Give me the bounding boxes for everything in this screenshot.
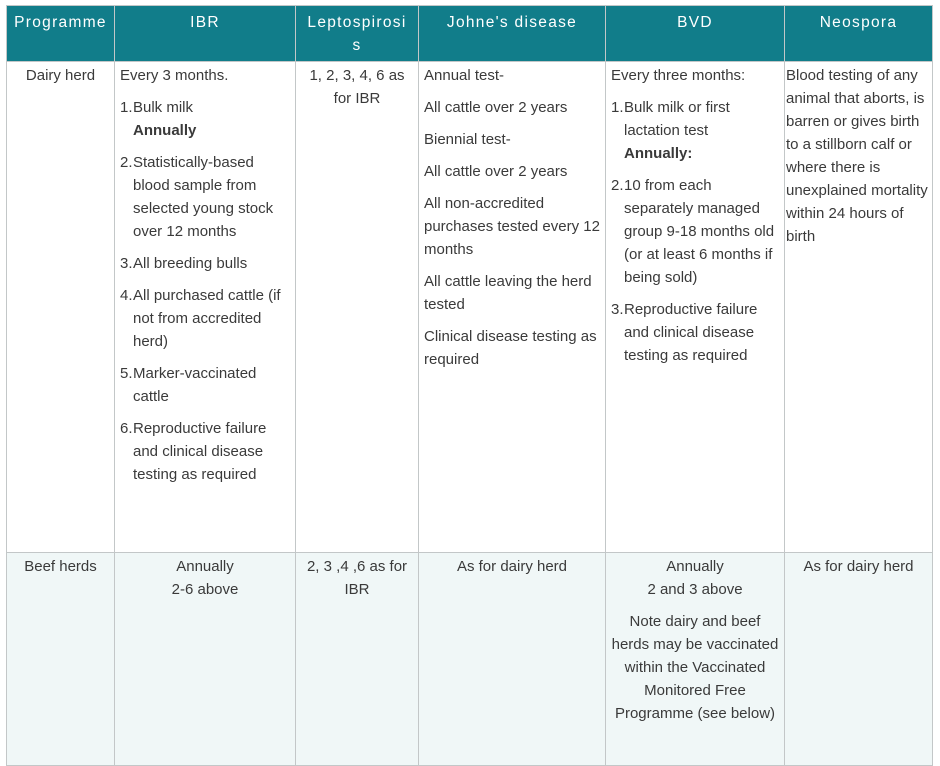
list-item: 1. Bulk milk or first lactation test Annually:	[611, 99, 730, 162]
header-johnes: Johne's disease	[419, 6, 606, 62]
header-leptospirosis	[296, 6, 419, 62]
ibr-intro: Every 3 months.	[120, 67, 229, 84]
cell-bvd-beef	[606, 553, 785, 766]
header-lepto-line1: Leptospirosi	[307, 14, 407, 31]
table-row-beef	[7, 553, 933, 766]
list-item: 3. Reproductive failure and clinical disease testing as required	[611, 301, 758, 364]
cell-lepto-dairy: 1, 2, 3, 4, 6 as for IBR	[296, 62, 419, 553]
list-item: 4. All purchased cattle (if not from accredited herd)	[120, 287, 281, 350]
cell-johnes-dairy	[419, 62, 606, 553]
testing-programme-table	[6, 5, 933, 766]
bvd-intro: Every three months:	[611, 67, 746, 84]
johnes-line: Biennial test-	[424, 131, 511, 148]
ibr-list	[120, 96, 290, 486]
list-item: 3. All breeding bulls	[120, 255, 248, 272]
beef-ibr-line1: Annually	[176, 558, 234, 575]
cell-neospora-dairy: Blood testing of any animal that aborts, is barren or gives birth to a stillborn calf or where there is unexplained mortality within 24 hours of birth	[785, 62, 933, 553]
cell-programme-dairy: Dairy herd	[7, 62, 115, 553]
cell-lepto-beef: 2, 3 ,4 ,6 as for IBR	[296, 553, 419, 766]
cell-johnes-beef: As for dairy herd	[419, 553, 606, 766]
header-ibr: IBR	[115, 6, 296, 62]
table-row-dairy	[7, 62, 933, 553]
cell-neospora-beef: As for dairy herd	[785, 553, 933, 766]
beef-bvd-line2: 2 and 3 above	[647, 581, 743, 598]
johnes-line: All non-accredited purchases tested every 12 months	[424, 195, 600, 258]
johnes-line: Annual test-	[424, 67, 505, 84]
header-lepto-line2: s	[352, 37, 362, 54]
johnes-line: Clinical disease testing as required	[424, 328, 597, 368]
header-neospora: Neospora	[785, 6, 933, 62]
beef-ibr-line2: 2-6 above	[171, 581, 239, 598]
list-item: 2. Statistically-based blood sample from selected young stock over 12 months	[120, 154, 274, 240]
list-item: 6. Reproductive failure and clinical disease testing as required	[120, 420, 267, 483]
beef-bvd-line1: Annually	[666, 558, 724, 575]
cell-programme-beef: Beef herds	[7, 553, 115, 766]
list-item: 2. 10 from each separately managed group 9-18 months old (or at least 6 months if being sold)	[611, 177, 775, 286]
johnes-line: All cattle over 2 years	[424, 163, 568, 180]
list-item: 1. Bulk milk Annually	[120, 99, 197, 139]
beef-bvd-note: Note dairy and beef herds may be vaccinated within the Vaccinated Monitored Free Programme (see below)	[611, 613, 779, 722]
bvd-list	[611, 96, 779, 367]
johnes-line: All cattle leaving the herd tested	[424, 273, 592, 313]
list-item: 5. Marker-vaccinated cattle	[120, 365, 257, 405]
johnes-line: All cattle over 2 years	[424, 99, 568, 116]
header-programme: Programme	[7, 6, 115, 62]
cell-ibr-dairy	[115, 62, 296, 553]
cell-ibr-beef	[115, 553, 296, 766]
header-bvd: BVD	[606, 6, 785, 62]
cell-bvd-dairy	[606, 62, 785, 553]
header-row	[7, 6, 933, 62]
